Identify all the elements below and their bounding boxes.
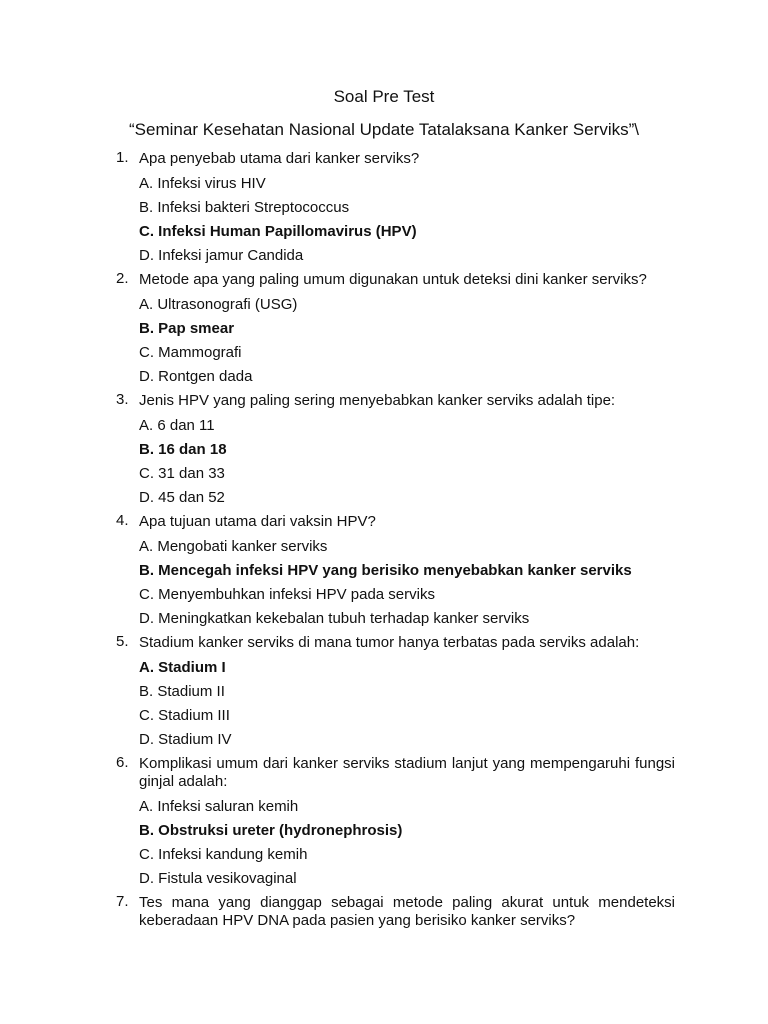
- question-item: [112, 149, 675, 270]
- answer-option: D. Rontgen dada: [139, 368, 253, 385]
- question-text: Apa tujuan utama dari vaksin HPV?: [139, 513, 376, 530]
- question-item: [112, 754, 675, 893]
- question-item: [112, 512, 675, 633]
- question-item: [112, 270, 675, 391]
- answer-option: D. Fistula vesikovaginal: [139, 870, 297, 887]
- question-number: 5.: [116, 633, 129, 650]
- question-item: [112, 391, 675, 512]
- answer-option-correct: A. Stadium I: [139, 659, 226, 676]
- question-text: Tes mana yang dianggap sebagai metode paling akurat untuk mendeteksi keberadaan HPV DNA pada pasien yang berisiko kanker serviks?: [139, 894, 675, 929]
- question-item: [112, 633, 675, 754]
- answer-option-correct: B. Mencegah infeksi HPV yang berisiko menyebabkan kanker serviks: [139, 562, 632, 579]
- question-number: 2.: [116, 270, 129, 287]
- answer-option: A. Ultrasonografi (USG): [139, 296, 298, 313]
- answer-option: B. Infeksi bakteri Streptococcus: [139, 199, 350, 216]
- question-text: Jenis HPV yang paling sering menyebabkan kanker serviks adalah tipe:: [139, 392, 616, 409]
- answer-option: A. Infeksi saluran kemih: [139, 798, 299, 815]
- answer-option: C. Stadium III: [139, 707, 230, 724]
- question-list: [112, 149, 675, 936]
- answer-option-correct: B. Obstruksi ureter (hydronephrosis): [139, 822, 403, 839]
- question-number: 6.: [116, 754, 129, 771]
- answer-option: A. Infeksi virus HIV: [139, 175, 266, 192]
- document-subtitle: “Seminar Kesehatan Nasional Update Tatalaksana Kanker Serviks”\: [129, 120, 639, 139]
- answer-option: D. Meningkatkan kekebalan tubuh terhadap kanker serviks: [139, 610, 530, 627]
- answer-option: A. Mengobati kanker serviks: [139, 538, 328, 555]
- answer-option: A. 6 dan 11: [139, 417, 215, 434]
- document-title: Soal Pre Test: [333, 87, 435, 106]
- answer-option: D. Stadium IV: [139, 731, 232, 748]
- question-text: Komplikasi umum dari kanker serviks stadium lanjut yang mempengaruhi fungsi ginjal adalah:: [139, 755, 675, 790]
- question-text: Apa penyebab utama dari kanker serviks?: [139, 150, 420, 167]
- answer-option: D. 45 dan 52: [139, 489, 225, 506]
- question-number: 3.: [116, 391, 129, 408]
- question-item: [112, 893, 675, 936]
- question-number: 7.: [116, 893, 129, 910]
- answer-option: B. Stadium II: [139, 683, 225, 700]
- question-number: 4.: [116, 512, 129, 529]
- answer-option: C. Mammografi: [139, 344, 242, 361]
- question-number: 1.: [116, 149, 129, 166]
- question-text: Metode apa yang paling umum digunakan untuk deteksi dini kanker serviks?: [139, 271, 647, 288]
- answer-option-correct: B. 16 dan 18: [139, 441, 227, 458]
- question-text: Stadium kanker serviks di mana tumor hanya terbatas pada serviks adalah:: [139, 634, 640, 651]
- answer-option: D. Infeksi jamur Candida: [139, 247, 304, 264]
- answer-option: C. 31 dan 33: [139, 465, 225, 482]
- answer-option: C. Infeksi kandung kemih: [139, 846, 308, 863]
- answer-option-correct: B. Pap smear: [139, 320, 235, 337]
- answer-option-correct: C. Infeksi Human Papillomavirus (HPV): [139, 223, 417, 240]
- answer-option: C. Menyembuhkan infeksi HPV pada serviks: [139, 586, 435, 603]
